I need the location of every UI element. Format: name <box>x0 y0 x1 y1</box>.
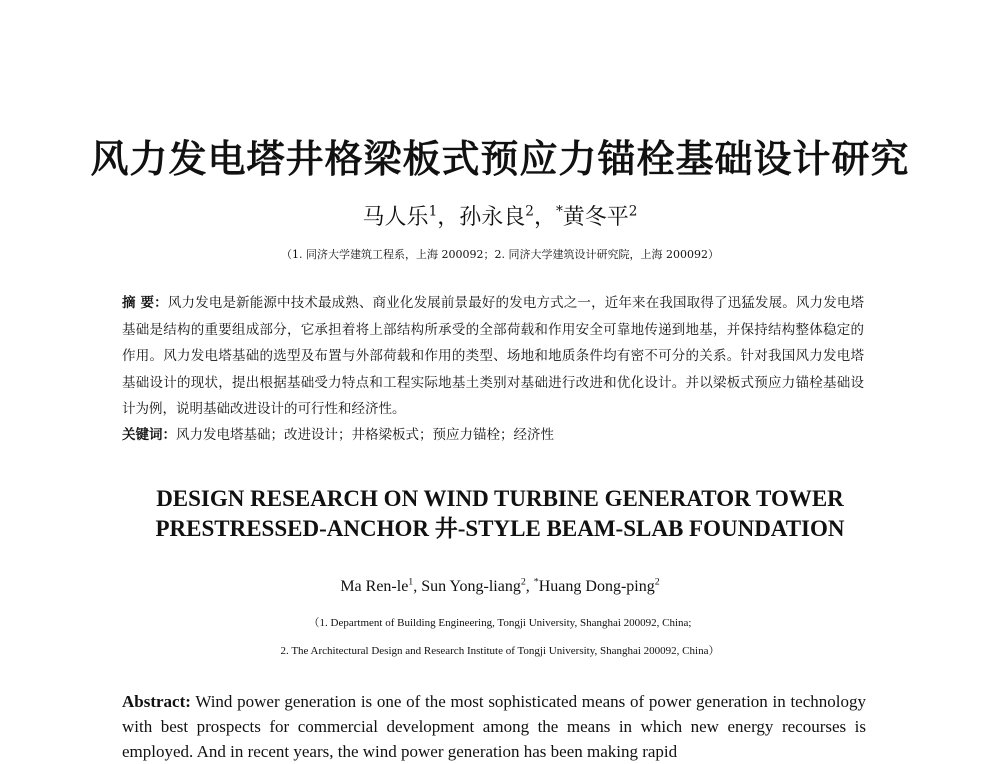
affiliation-marker: 2 <box>654 576 660 588</box>
author-name: Sun Yong-liang <box>421 578 521 595</box>
author-list-chinese <box>0 200 1000 231</box>
keywords-text: 风力发电塔基础；改进设计；井格梁板式；预应力锚栓；经济性 <box>176 427 554 443</box>
affiliation-marker: 2 <box>525 203 534 220</box>
author-name: 孙永良 <box>459 205 526 230</box>
corresponding-author-marker: * <box>555 203 563 220</box>
title-line: DESIGN RESEARCH ON WIND TURBINE GENERATOR TOWER <box>156 486 844 511</box>
keywords-label: 关键词： <box>122 427 176 443</box>
separator: ， <box>533 205 556 230</box>
affiliation-marker: 2 <box>520 576 526 588</box>
author-name: Huang Dong-ping <box>538 578 655 595</box>
abstract-text: Wind power generation is one of the most sophisticated means of power generation in technology with best prospects for commercial development among the means in which new energy recourses is employed. And in recent years, the wind power generation has been making rapid <box>122 692 866 761</box>
affiliation-marker: 2 <box>628 203 638 220</box>
separator: , <box>525 578 534 595</box>
abstract-label: Abstract: <box>122 692 191 711</box>
abstract-chinese <box>122 290 864 423</box>
affiliations-chinese: （1. 同济大学建筑工程系，上海 200092；2. 同济大学建筑设计研究院，上海 200092） <box>281 248 719 261</box>
author-name: 马人乐 <box>362 205 429 230</box>
author-name: Ma Ren-le <box>340 578 409 595</box>
separator: ， <box>437 205 460 230</box>
author-name: 黄冬平 <box>562 205 629 230</box>
separator: , <box>413 578 422 595</box>
author-list-english <box>0 578 1000 596</box>
title-line: PRESTRESSED-ANCHOR 井-STYLE BEAM-SLAB FOUNDATION <box>155 516 845 541</box>
abstract-label: 摘 要： <box>122 295 168 311</box>
affiliation-english: 2. The Architectural Design and Research Institute of Tongji University, Shanghai 200092, China） <box>280 645 720 657</box>
keywords-chinese <box>122 422 864 449</box>
abstract-text: 风力发电是新能源中技术最成熟、商业化发展前景最好的发电方式之一，近年来在我国取得了迅猛发展。风力发电塔基础是结构的重要组成部分，它承担着将上部结构所承受的全部荷载和作用安全可靠地传递到地基，并保持结构整体稳定的作用。风力发电塔基础的选型及布置与外部荷载和作用的类型、场地和地质条件均有密不可分的关系。针对我国风力发电塔基础设计的现状，提出根据基础受力特点和工程实际地基土类别对基础进行改进和优化设计。并以梁板式预应力锚栓基础设计为例，说明基础改进设计的可行性和经济性。 <box>122 295 865 417</box>
affiliation-english: （1. Department of Building Engineering, Tongji University, Shanghai 200092, China; <box>308 617 692 629</box>
abstract-english <box>122 689 866 764</box>
affiliation-marker: 1 <box>408 576 414 588</box>
affiliation-marker: 1 <box>428 203 438 220</box>
corresponding-author-marker: * <box>533 576 539 588</box>
paper-title-chinese: 风力发电塔井格梁板式预应力锚栓基础设计研究 <box>90 137 910 181</box>
paper-title-english <box>0 484 1000 544</box>
